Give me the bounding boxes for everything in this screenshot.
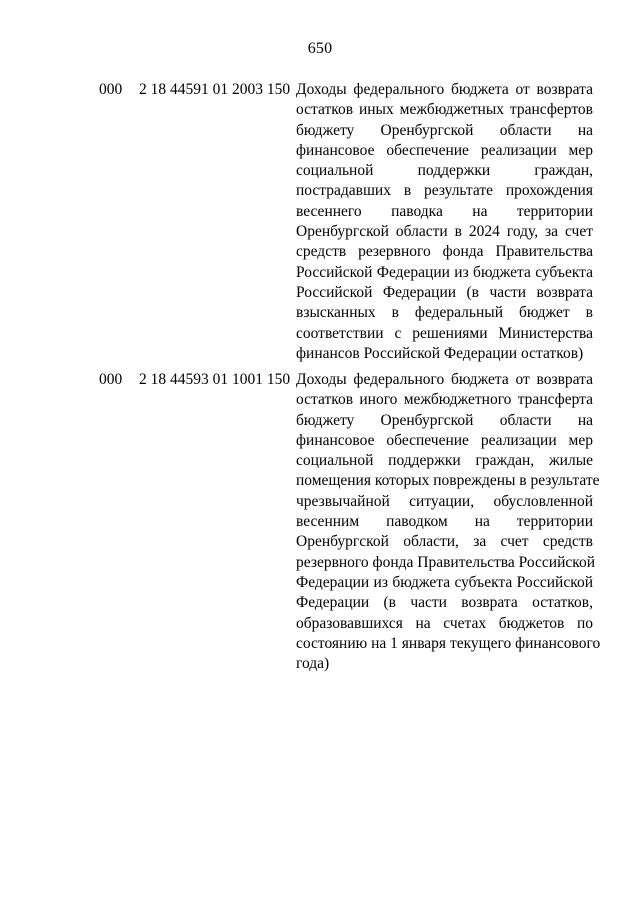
description-line: Российской Федерации (в части возврата (296, 283, 593, 301)
income-description (296, 80, 593, 364)
description-line: помещения которых повреждены в результате (296, 472, 600, 490)
admin-code: 000 (99, 371, 123, 388)
description-line: Федерации (в части возврата остатков, (296, 594, 593, 612)
description-line: социальной поддержки граждан, (296, 162, 593, 180)
description-line: взысканных в федеральный бюджет в (296, 304, 593, 322)
description-line: Доходы федерального бюджета от возврата (296, 81, 593, 98)
description-line: чрезвычайной ситуации, обусловленной (296, 492, 593, 510)
admin-code: 000 (99, 81, 123, 98)
description-line: весеннего паводка на территории (296, 202, 593, 220)
description-line: года) (296, 655, 330, 673)
description-line: резервного фонда Правительства Российской (296, 553, 596, 571)
description-line: пострадавших в результате прохождения (296, 182, 593, 200)
description-line: средств резервного фонда Правительства (296, 243, 593, 261)
description-line: остатков иных межбюджетных трансфертов (296, 101, 593, 119)
description-line: финансовое обеспечение реализации мер (296, 431, 593, 449)
description-line: Федерации из бюджета субъекта Российской (296, 573, 593, 591)
description-line: финансовое обеспечение реализации мер (296, 141, 593, 159)
description-line: образовавшихся на счетах бюджетов по (296, 614, 593, 632)
description-line: Оренбургской области в 2024 году, за счет (296, 223, 593, 241)
budget-classification-code: 2 18 44591 01 2003 150 (139, 81, 291, 98)
income-description (296, 370, 601, 674)
description-line: состоянию на 1 января текущего финансового (296, 634, 601, 652)
budget-classification-code: 2 18 44593 01 1001 150 (139, 371, 291, 388)
page-number: 650 (307, 40, 333, 57)
description-line: Оренбургской области, за счет средств (296, 533, 593, 551)
description-line: финансов Российской Федерации остатков) (296, 344, 584, 362)
description-line: бюджету Оренбургской области на (296, 411, 593, 429)
description-line: социальной поддержки граждан, жилые (296, 452, 593, 470)
description-line: остатков иного межбюджетного трансферта (296, 391, 593, 409)
description-line: бюджету Оренбургской области на (296, 121, 593, 139)
description-line: Доходы федерального бюджета от возврата (296, 371, 593, 388)
description-line: Российской Федерации из бюджета субъекта (296, 263, 593, 281)
description-line: соответствии с решениями Министерства (296, 324, 593, 342)
description-line: весенним паводком на территории (296, 513, 593, 531)
